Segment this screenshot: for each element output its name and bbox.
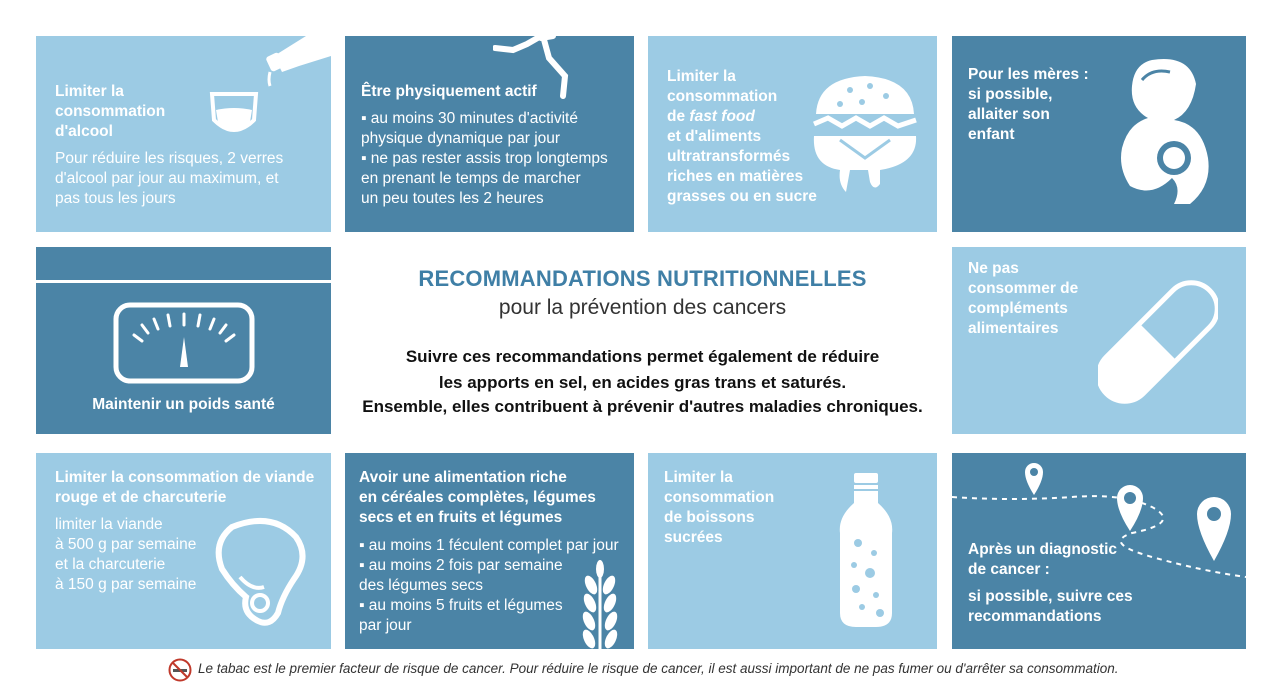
fiber-title: Avoir une alimentation riche en céréales complètes, légumes secs et en fruits et légumes bbox=[359, 469, 596, 526]
tile-diagnosis bbox=[952, 453, 1246, 649]
alcohol-title: Limiter la consommation d'alcool bbox=[55, 83, 166, 140]
wheat-icon bbox=[573, 559, 627, 649]
soda-bottle-icon bbox=[836, 473, 896, 629]
diagnosis-body: si possible, suivre ces recommandations bbox=[968, 588, 1133, 625]
center-subtitle: pour la prévention des cancers bbox=[498, 296, 787, 319]
weight-label: Maintenir un poids santé bbox=[92, 396, 275, 413]
footer bbox=[168, 658, 1268, 682]
meat-body: limiter la viande à 500 g par semaine et la charcuterie à 150 g par semaine bbox=[55, 516, 197, 593]
breastfeeding-icon bbox=[1112, 58, 1222, 208]
burger-icon bbox=[810, 74, 920, 194]
supplements-title: Ne pas consommer de compléments alimentaires bbox=[968, 260, 1079, 337]
center-description-2: Ensemble, elles contribuent à prévenir d'autres maladies chroniques. bbox=[362, 397, 923, 416]
center-title: RECOMMANDATIONS NUTRITIONNELLES bbox=[418, 266, 867, 291]
wine-glass-bottle-icon bbox=[204, 36, 331, 146]
tile-meat bbox=[36, 453, 331, 649]
tile-mothers bbox=[952, 36, 1246, 232]
capsule-icon bbox=[1098, 277, 1218, 407]
tile-alcohol bbox=[36, 36, 331, 232]
steak-icon bbox=[212, 517, 312, 627]
drinks-title: Limiter la consommation de boissons sucrées bbox=[664, 469, 775, 546]
footer-text: Le tabac est le premier facteur de risque de cancer. Pour réduire le risque de cancer, il est aussi important de ne pas fumer ou d'arrêter sa consommation. bbox=[198, 661, 1119, 676]
tile-weight bbox=[36, 247, 331, 434]
no-smoking-icon bbox=[168, 658, 192, 682]
diagnosis-title: Après un diagnostic de cancer : bbox=[968, 541, 1117, 578]
alcohol-body: Pour réduire les risques, 2 verres d'alcool par jour au maximum, et pas tous les jours bbox=[55, 150, 284, 207]
activity-body: ▪ au moins 30 minutes d'activité physique dynamique par jour ▪ ne pas rester assis trop longtemps en prenant le temps de marcher un peu toutes les 2 heures bbox=[361, 110, 608, 207]
fiber-body: ▪ au moins 1 féculent complet par jour ▪ au moins 2 fois par semaine des légumes secs ▪ au moins 5 fruits et légumes par jour bbox=[359, 537, 619, 634]
mothers-title: Pour les mères : si possible, allaiter son enfant bbox=[968, 66, 1089, 143]
fastfood-title: Limiter la consommation de fast food et d'aliments ultratransformés riches en matières grasses ou en sucre bbox=[667, 68, 817, 205]
tile-supplements bbox=[952, 247, 1246, 434]
tile-fastfood bbox=[648, 36, 937, 232]
scale-icon bbox=[112, 301, 256, 385]
activity-title: Être physiquement actif bbox=[361, 83, 537, 100]
running-person-icon bbox=[493, 36, 583, 106]
tile-activity bbox=[345, 36, 634, 232]
center-description: Suivre ces recommandations permet également de réduire les apports en sel, en acides gras trans et saturés. bbox=[405, 347, 880, 392]
meat-title: Limiter la consommation de viande rouge et de charcuterie bbox=[55, 469, 315, 506]
tile-drinks bbox=[648, 453, 937, 649]
tile-fiber bbox=[345, 453, 634, 649]
weight-top-band bbox=[36, 247, 331, 283]
